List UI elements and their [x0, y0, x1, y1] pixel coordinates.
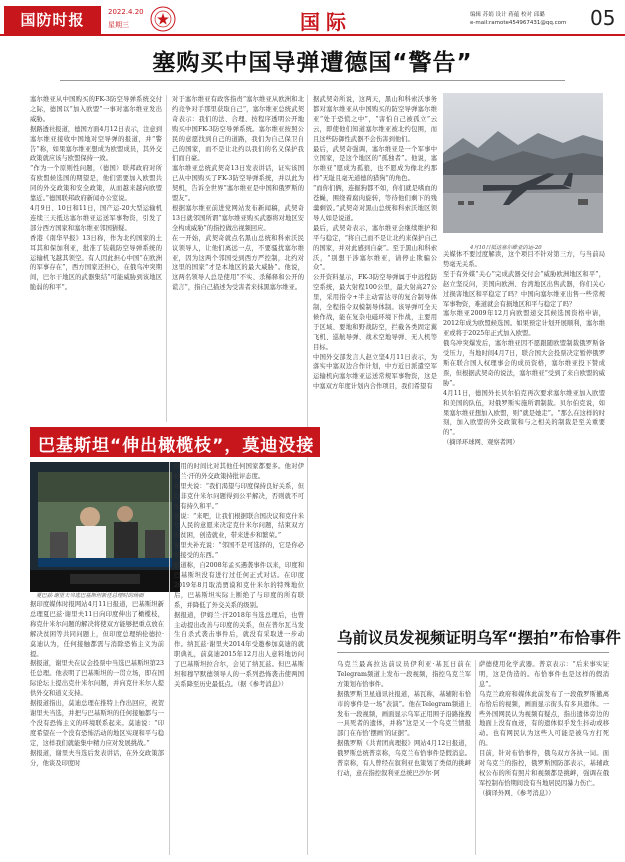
- article3-headline: 乌前议员发视频证明乌军“摆拍”布恰事件: [337, 629, 621, 647]
- article2-column-2: 所用的时间比对其他任何国家都要多。他对伊姆兰·汗的外交政策持批评态度。 谢里夫说：“我们渴望与印度保持良好关系，但除非克什米尔问题得到公平解决，否则就不可能有持久和平。” 他说：“来吧，让我们根据联合国决议和克什米尔人民的意愿来决定克什米尔问题，结束双方的贫困，创造就业，带来进步和繁荣。” 谢里夫补充说：“邻国不是可选择的，它是你必须接受的东西。” 报道称，自2008年孟买遇袭事件以来，印度和巴基斯坦没有进行过任何正式对话。在印度2019年8月取消贾谟和克什米尔的特殊地位后，巴基斯坦实际上断绝了与印度的所有联系，并降低了外交关系的级别。 据报道，伊姆兰·汗2018年当选总理后，也曾主动提出改善与印度的关系，但在普尔瓦马发生自杀式袭击事件后，就没有采取进一步动作。纳瓦兹·谢里夫2014年受邀参加莫迪的就职典礼，前莫迪2015年12月出人意料地访问了巴基斯坦拉合尔，会见了纳瓦兹。但巴基斯坦和穆罕默德领导人的一系列恐怖袭击使两国关系降至历史最低点。（据《参考消息》）: [174, 463, 304, 688]
- article1-column-1: 塞尔维亚从中国购买的FK-3防空导弹系统交付之际，德国以“加入欧盟”一事对塞尔维亚发出威胁。 据路透社报道，德国方面4月12日表示，注意到塞尔维亚接收中国地对空导弹的报道，并“警告”称，如果塞尔维亚想成为欧盟成员，其外交政策就应该与欧盟保持一致。 “作为一个原则性问题，（德国）联邦政府对所有欧盟候选国的期望是，他们需要加入欧盟共同的外交政策和安全政策，从而越来越向欧盟靠近。”德国联邦政府新闻办公室说。 4月9日、10日和11日，国产运-20大型运输机连续三天抵达塞尔维亚运送军事物资，引发了部分西方国家和塞尔维亚邻国猜疑。 香港《南华早报》13日称，作为北约国家的土耳其和保加利亚，批准了装载防空导弹系统的运输机飞越其领空。有人因此担心中国“在欧洲的军事存在”，西方国家还担心，在俄乌冲突期间，巴尔干地区的武器集结“可能威胁到该地区脆弱的和平”。: [30, 96, 162, 292]
- column-divider: [166, 95, 167, 422]
- issue-date: 2022.4.20: [108, 8, 144, 16]
- article3-column-2: 萨德使用化学武器。普京表示：“后来事实证明，这是伪造的。布恰事件也是这样的假消息”。 乌克兰政府和媒体此前发布了一段俄罗斯撤离布恰后的视频，画面显示街头有多具遗体。一些外国网民认为视频有疑点，指出遗体旁边的地面上没有血迹，有的遗体似乎发生抖动或移动。也有网民认为这些人可能是被乌方打死的。 目前，针对布恰事件，俄乌双方各执一词。面对乌克兰的指控，俄罗斯国防部表示，基辅政权公布的所有照片和视频都是挑衅，强调在俄军控制布恰期间没有当地居民因暴力伤亡。 （摘译外网、《参考消息》）: [479, 661, 609, 797]
- section-title: 国际: [300, 10, 352, 34]
- article1-column-2: 对于塞尔维亚有政客指责“塞尔维亚从欧洲和北约竞争对手那里获取自己”，塞尔维亚总统武契奇表示：我们的法、合理、按程序透明公开地购买中国FK-3防空导弹系统。塞尔维亚按照公民的意愿找到自己的道路，我们为自己保卫自己的国家，而不是让北约以我们的名义保护我们而自豪。 塞尔维亚总统武契奇13日发表讲话，证实该国已从中国购买了FK-3防空导弹系统，并以此为契机，告诉全世界“塞尔维亚是中国和俄罗斯的盟友”。 根据塞尔维亚前进党网站发布新闻稿，武契奇13日就邻国所谓“塞尔维亚购买武器将对地区安全构成威胁”的指控做出视频回应。 在一开始，武契奇就点名黑山总统和科索沃民议领导人，让他们离远一点，不要骚扰塞尔维亚，因为这两个邻国受到西方严控制，北约对这里的国家“才是本地区的最大威胁”。他说，这两名领导人总是使用“不实、杀稀释和公开的谎言”，指自己描述为受害者来抹黑塞尔维亚。: [172, 96, 304, 292]
- parliament-tv-photo: [30, 462, 180, 592]
- column-divider: [307, 95, 308, 855]
- photo1-caption: 4月10日抵达塞尔维亚的运-20: [470, 245, 542, 251]
- article1-column-4: 关媒体不要过度解读，这个项目不针对第三方，与当前局势毫无关系。 至于有外媒“关心”完成武器交付会“威胁欧洲地区和平”，赵立坚反问，美国向欧洲、台湾地区出售武器，你们关心过损害地区和平稳定了吗？中国向塞尔维亚出售一些常规军事物资，难道就会有损地区和平与稳定了吗？ 塞尔维亚2009年12月向欧盟递交其候选国资格申请，2012年成为欧盟候选国。如果预定计划开展顺利，塞尔维亚或将于2025年正式加入欧盟。 俄乌冲突爆发后，塞尔维亚因不愿跟随欧盟制裁俄罗斯备受压力，当地时间4月7日，联合国大会投票决定暂停俄罗斯在联合国人权理事会的成员资格，塞尔维亚投下赞成票，但根据武契奇的说法，塞尔维亚“受到了来自欧盟的威胁”。 4月11日，德国外长贝尔伯克再次要求塞尔维亚加入欧盟和美国的队伍，对俄罗斯实施所谓制裁。贝尔伯克说，如果塞尔维亚想加入欧盟，则“就是她走”。“那么在这样的时刻，加入欧盟的外交政策和与之相关的制裁是至关重要的”。 （摘译环球网、观察者网）: [443, 251, 605, 447]
- issue-weekday: 星期三: [108, 21, 129, 29]
- article2-headline: 巴基斯坦“伸出橄榄枝”，莫迪没接: [38, 436, 315, 456]
- article1-headline: 塞购买中国导弹遭德国“警告”: [152, 50, 473, 76]
- page-number: 05: [590, 6, 616, 30]
- article2-banner: [30, 427, 320, 457]
- masthead-rule: [0, 34, 625, 36]
- column-divider: [475, 660, 476, 855]
- article3-column-1: 乌克兰最高拉达前议员伊利亚·基瓦日前在Telegram频道上发布一段视频，指控乌克兰军方策划布恰事件。 据俄罗斯卫星通讯社报道，基瓦称，基辅附布恰市的事件是一场“表演”。他在Telegram频道上发布一段视频，画面显示乌军正用围子沿路拖拽一具死者的遗体，并称“这是又一个乌克兰情报部门在布恰‘摆画’的证据”。 据俄罗斯《共青团真理报》网站4月12日报道，俄罗斯总统普京称，乌克兰布恰事件是假消息。普京称，有人曾经在叙利亚也策划了类似的挑衅行动，意在指控叙利亚总统巴沙尔·阿: [337, 661, 471, 777]
- emblem-icon: [150, 6, 176, 32]
- photo2-caption: 夏巴兹·谢里夫当选巴基斯坦新任总理时的场面: [36, 593, 144, 599]
- editor-email: e-mail:ramote454967431@qq.com: [470, 20, 567, 26]
- column-divider: [169, 462, 170, 855]
- editor-credits: 编辑 苏娟 设计 蒋蕴 校对 邱璐: [470, 12, 545, 18]
- headline-rule: [60, 80, 565, 81]
- transport-aircraft-photo: [443, 93, 603, 233]
- headline-rule: [337, 652, 609, 653]
- newspaper-logo: 国防时报: [4, 6, 101, 34]
- article1-column-3: 据武契奇所说，这两天，黑山和科索沃事务都对塞尔维亚从中国购买的防空导弹塞尔维亚“处于恐慌之中”，“害怕自己被孤立”云云，即使他们知道塞尔维亚被北约包围，而且这些防御性武器不会伤害到他们。 最后，武契奇强调，塞尔维亚是一个军事中立国家，是这个地区的“孤独者”。他说，塞尔维亚“愿成为孤狼，也不愿成为像北约那样”无耻且毫无道德的猎狗“的角色。 “而你们俩，连掘狗都不如，你们就是嗜血的苍蝇，围绕着腐肉旋转，等待他们剩下的残羹剩饭。”武契奇对黑山总统和科索沃地区领导人如是说道。 最后，武契奇表示，塞尔维亚会继续维护和平与稳定，“将自己而不是让北约来保护自己的国家，并对此感到自豪”。至于黑山和科索沃，“别想干涉塞尔维亚，请停止欺骗公众”。 公开资料显示，FK-3防空导弹属于中远程防空系统，最大射程100公里，最大射高27公里，采用指令+半主动雷达寻的复合制导体制，全程指令双模制导体制。该导弹可全天候作战，能在复杂电磁环境下作战，主要用于区域、要地和野战防空，拦截各类固定翼飞机、巡航导弹、战术空地导弹、无人机等目标。 中国外交部发言人赵立坚4月11日表示，为落实中塞双边合作计划，中方近日派遣空军运输机向塞尔维亚运送常规军事物资，这是中塞双方年度计划内合作项目，我们希望有: [313, 96, 437, 391]
- article2-column-1: 据印度媒体时报网站4月11日报道，巴基斯坦新总理夏巴兹·谢里夫11日向印度伸出了橄榄枝，称克什米尔问题的解决将使双方能够把重点放在解决贫困等共同问题上，但印度总理纳伦德拉·莫迪认为，任何接触都需与消除恐怖主义为前提。 据报道，谢里夫在议会投票中当选巴基斯坦第23任总理。他表明了巴基斯坦的一贯立场，即在国际论坛上提出克什米尔问题，并向克什米尔人提供外交和道义支持。 据报道指出，莫迪总理在推特上作出回应，祝贺谢里夫当选，并把与巴基斯坦的任何接触都与一个没有恐怖主义的环境联系起来。莫迪说：“印度希望在一个没有恐怖活动的地区实现和平与稳定，这样我们就能集中精力应对发展挑战。” 据报道，谢里夫当选后发表讲话，在外交政策部分，他谈及印度时: [30, 601, 164, 767]
